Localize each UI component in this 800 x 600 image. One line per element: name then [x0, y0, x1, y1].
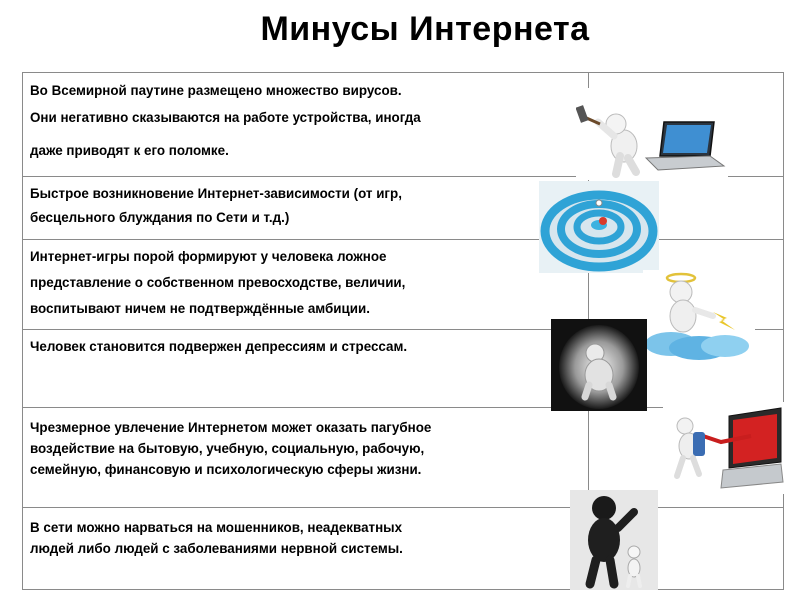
row-text-line: Они негативно сказываются на работе устройства, иногда [30, 110, 421, 125]
row-text [23, 330, 589, 407]
depressed-figure-icon [551, 319, 647, 411]
row-text-line: семейную, финансовую и психологическую сферы жизни. [30, 462, 422, 477]
row-text-line: даже приводят к его поломке. [30, 143, 229, 158]
row-text-line: В сети можно нарваться на мошенников, неадекватных [30, 520, 403, 535]
spiral-maze-icon [539, 181, 659, 273]
page-title: Минусы Интернета [260, 10, 590, 48]
row-text-line: воспитывают ничем не подтверждённые амбиции. [30, 301, 370, 316]
row-text-line: людей либо людей с заболеваниями нервной системы. [30, 541, 403, 556]
row-text-line: Быстрое возникновение Интернет-зависимости (от игр, [30, 186, 402, 201]
row-text-line: воздействие на бытовую, учебную, социальную, рабочую, [30, 441, 425, 456]
row-text-line: Чрезмерное увлечение Интернетом может оказать пагубное [30, 420, 432, 435]
shadow-figure-threat-icon [570, 490, 658, 590]
row-text [23, 240, 589, 329]
table-row [23, 176, 783, 239]
row-text-line: бесцельного блуждания по Сети и т.д.) [30, 210, 290, 225]
row-text-line: Человек становится подвержен депрессиям и стрессам. [30, 339, 408, 354]
row-text [23, 73, 589, 176]
angel-figure-on-cloud-icon [643, 270, 755, 362]
hammer-laptop-figure-icon [576, 88, 728, 180]
row-text [23, 408, 589, 507]
row-text-line: Интернет-игры порой формируют у человека ложное [30, 249, 387, 264]
row-text [23, 508, 589, 589]
row-text [23, 177, 589, 239]
laptop-attack-figure-icon [663, 402, 785, 494]
table-row [23, 507, 783, 589]
row-text-line: Во Всемирной паутине размещено множество вирусов. [30, 83, 402, 98]
row-text-line: представление о собственном превосходстве, величии, [30, 275, 406, 290]
